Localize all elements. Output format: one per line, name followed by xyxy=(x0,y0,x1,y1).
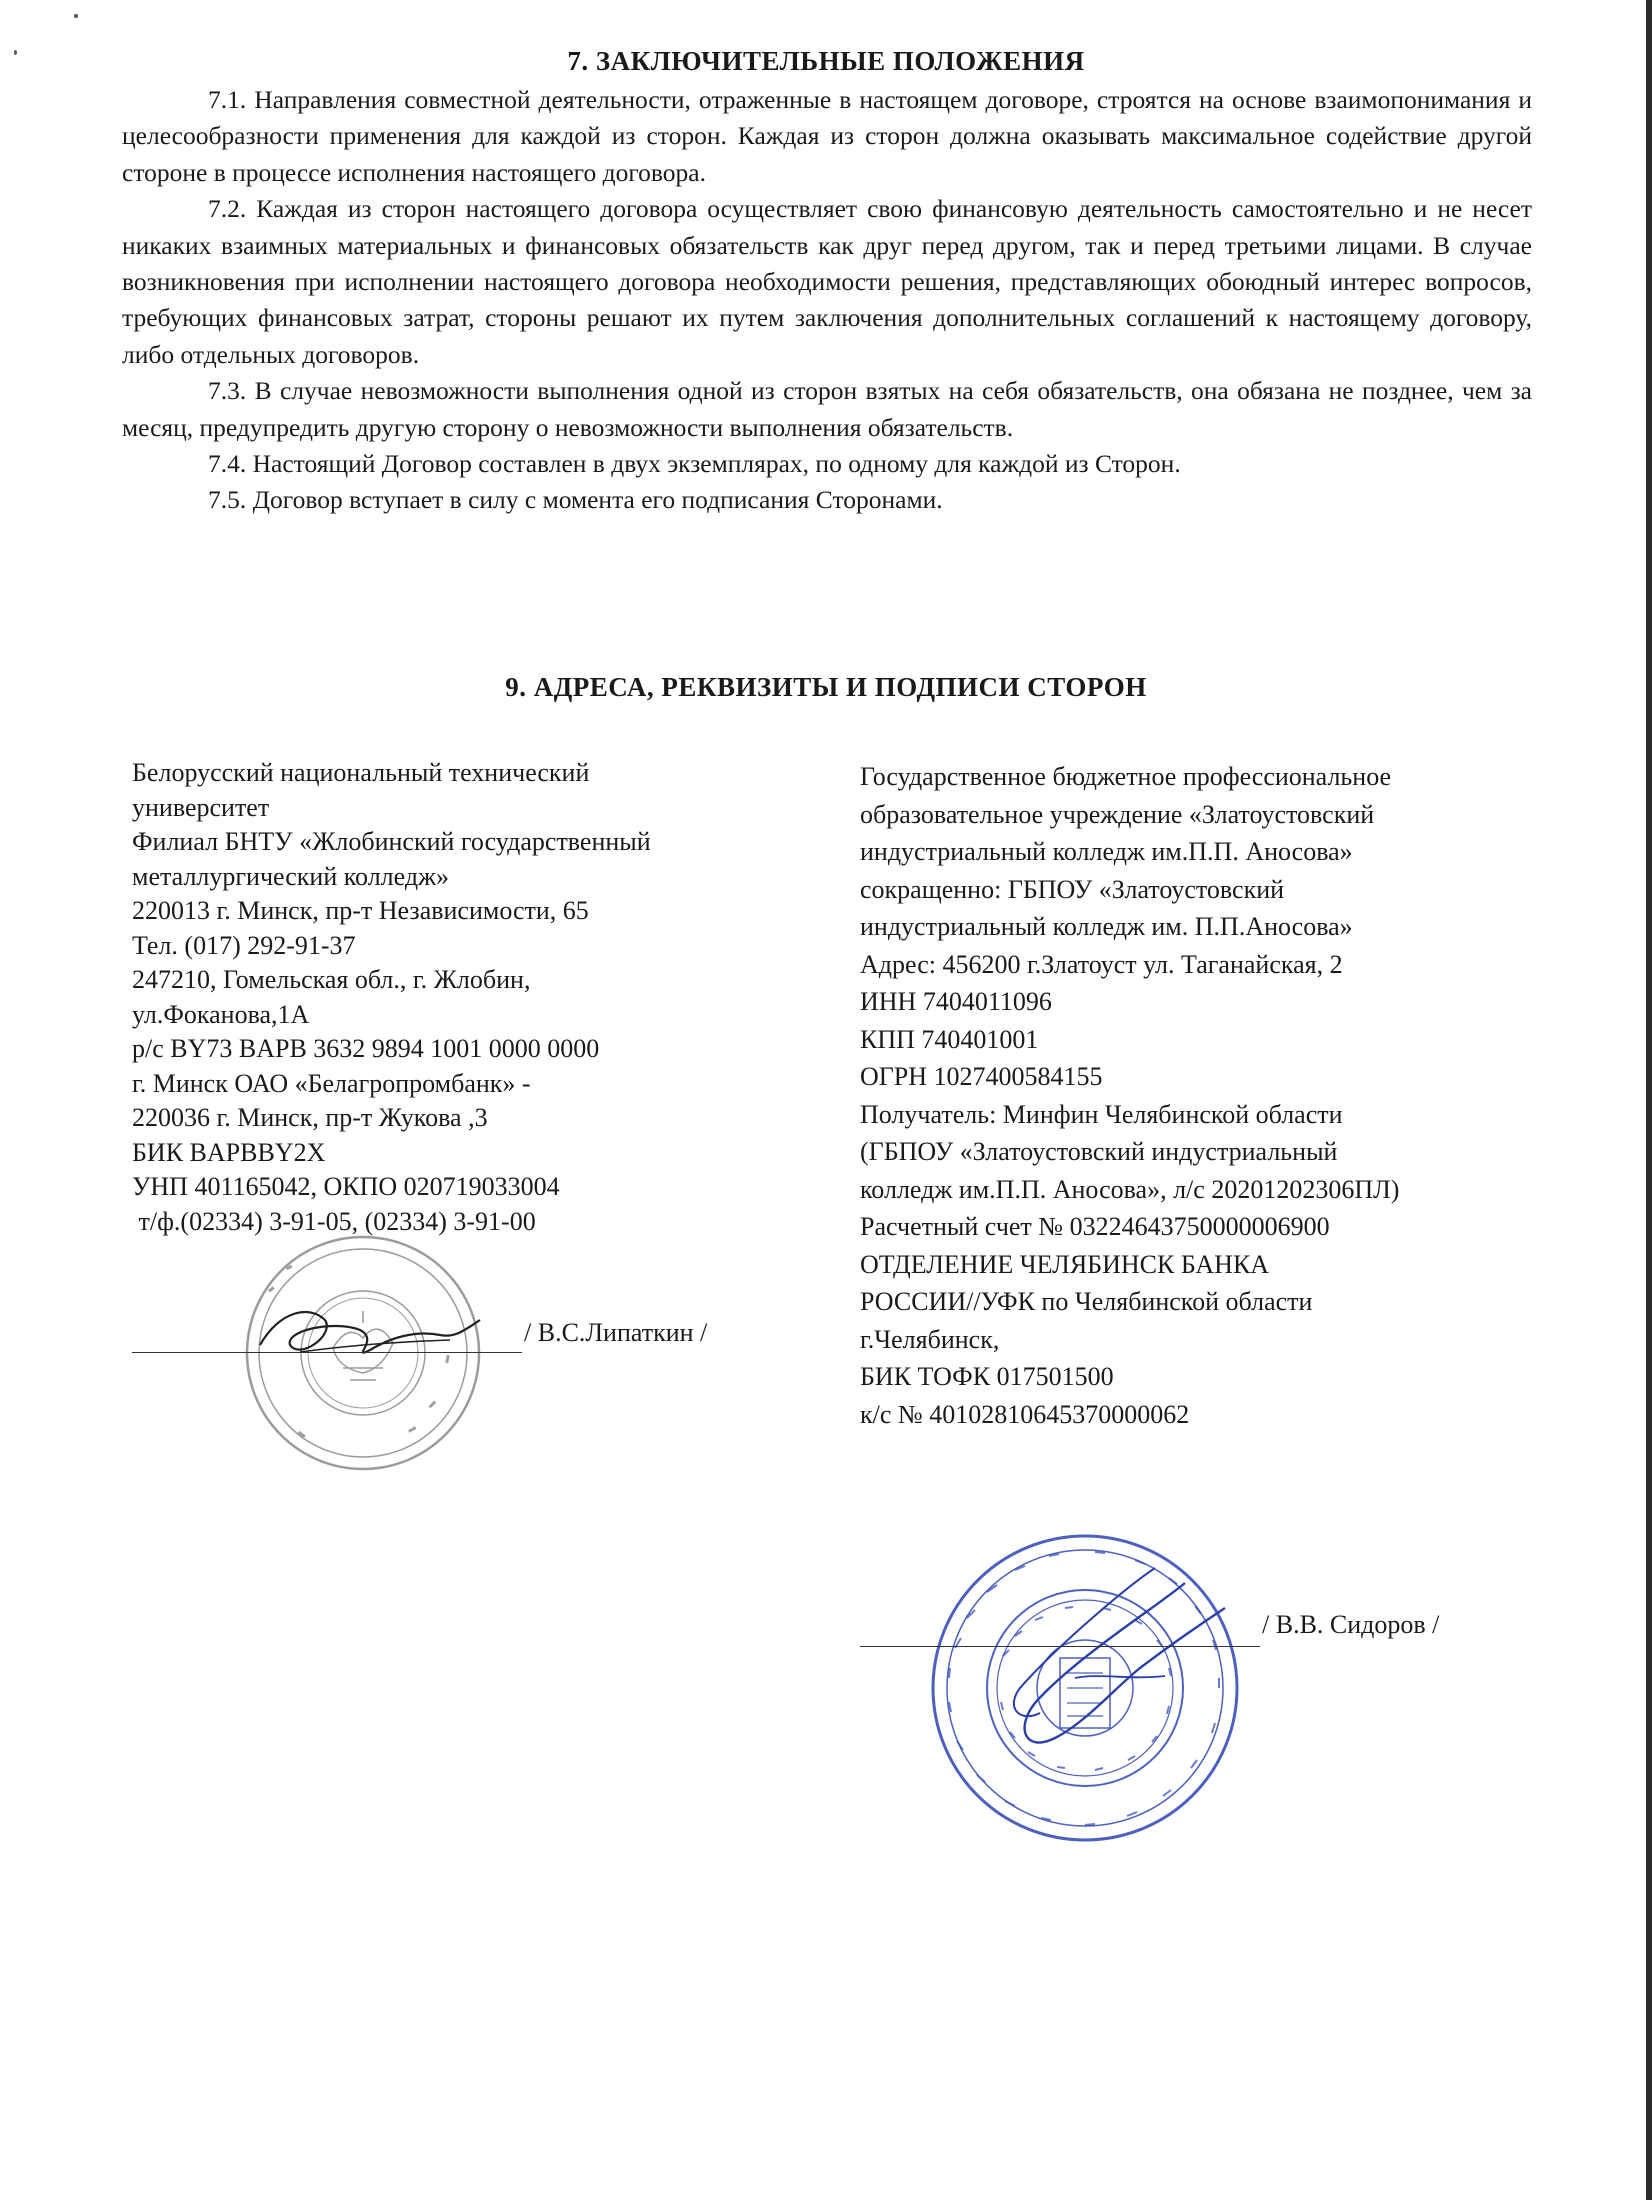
paragraph-7-2: 7.2. Каждая из сторон настоящего договора осуществляет свою финансовую деятельность самостоятельно и не несет никаких взаимных материальных и финансовых обязательств как друг перед другом, так и перед третьими лицами. В случае возникновения при исполнении настоящего договора необходимости решения, представляющих обоюдный интерес вопросов, требующих финансовых затрат, стороны решают их путем заключения дополнительных соглашений к настоящему договору, либо отдельных договоров. xyxy=(122,194,1532,369)
left-party-line: Белорусский национальный технический xyxy=(132,758,590,787)
right-party-requisites xyxy=(860,758,1580,1433)
right-party-line: г.Челябинск, xyxy=(860,1324,1000,1354)
right-party-line: сокращенно: ГБПОУ «Златоустовский xyxy=(860,874,1285,904)
right-organization-stamp xyxy=(925,1528,1245,1848)
left-party-line: Филиал БНТУ «Жлобинский государственный xyxy=(132,827,651,856)
section-7-body xyxy=(122,82,1532,519)
right-party-line: КПП 740401001 xyxy=(860,1024,1039,1054)
left-party-line: БИК BAPBBY2X xyxy=(132,1137,326,1167)
left-party-requisites xyxy=(132,756,822,1239)
right-party-line: образовательное учреждение «Златоустовский xyxy=(860,799,1375,829)
scan-edge-shadow xyxy=(1646,0,1652,2200)
left-party-line: 220013 г. Минск, пр-т Независимости, 65 xyxy=(132,896,589,925)
right-party-line: индустриальный колледж им.П.П. Аносова» xyxy=(860,837,1353,866)
right-party-line: Получатель: Минфин Челябинской области xyxy=(860,1099,1343,1129)
paragraph-7-4: 7.4. Настоящий Договор составлен в двух экземплярах, по одному для каждой из Сторон. xyxy=(208,449,1181,479)
right-party-line: Адрес: 456200 г.Златоуст ул. Таганайская, 2 xyxy=(860,949,1343,979)
paragraph-7-3: 7.3. В случае невозможности выполнения одной из сторон взятых на себя обязательств, она обязана не позднее, чем за месяц, предупредить другую сторону о невозможности выполнения обязательств. xyxy=(122,376,1532,442)
paragraph-7-5: 7.5. Договор вступает в силу с момента его подписания Сторонами. xyxy=(208,485,943,515)
right-party-line: Государственное бюджетное профессиональное xyxy=(860,762,1392,791)
left-party-line: т/ф.(02334) 3-91-05, (02334) 3-91-00 xyxy=(132,1206,536,1236)
right-party-line: БИК ТОФК 017501500 xyxy=(860,1362,1114,1391)
right-party-line: ОТДЕЛЕНИЕ ЧЕЛЯБИНСК БАНКА xyxy=(860,1249,1270,1279)
right-signature-line xyxy=(860,1646,1260,1647)
right-party-line: индустриальный колледж им. П.П.Аносова» xyxy=(860,912,1353,941)
right-party-line: РОССИИ//УФК по Челябинской области xyxy=(860,1287,1313,1316)
left-party-line: Тел. (017) 292-91-37 xyxy=(132,930,356,960)
left-party-line: ул.Фоканова,1А xyxy=(132,999,310,1029)
left-signatory-name: / В.С.Липаткин / xyxy=(524,1318,708,1347)
section-9-title: 9. АДРЕСА, РЕКВИЗИТЫ И ПОДПИСИ СТОРОН xyxy=(505,672,1147,702)
right-party-line: (ГБПОУ «Златоустовский индустриальный xyxy=(860,1137,1338,1166)
left-party-line: г. Минск ОАО «Белагропромбанк» - xyxy=(132,1068,531,1098)
section-7-title: 7. ЗАКЛЮЧИТЕЛЬНЫЕ ПОЛОЖЕНИЯ xyxy=(567,46,1085,76)
left-party-line: р/с BY73 BAPB 3632 9894 1001 0000 0000 xyxy=(132,1034,600,1063)
right-party-line: Расчетный счет № 03224643750000006900 xyxy=(860,1212,1330,1241)
right-signatory-name: / В.В. Сидоров / xyxy=(1262,1610,1440,1639)
right-party-line: ИНН 7404011096 xyxy=(860,987,1052,1016)
left-party-line: металлургический колледж» xyxy=(132,861,450,891)
left-signature-line xyxy=(132,1352,522,1353)
right-party-line: ОГРН 1027400584155 xyxy=(860,1062,1103,1091)
right-party-line: к/с № 40102810645370000062 xyxy=(860,1399,1190,1429)
left-party-line: университет xyxy=(132,792,270,822)
left-party-line: УНП 401165042, ОКПО 020719033004 xyxy=(132,1172,560,1201)
scan-speck xyxy=(74,14,78,18)
left-party-line: 247210, Гомельская обл., г. Жлобин, xyxy=(132,965,531,994)
right-party-line: колледж им.П.П. Аносова», л/с 20201202306ПЛ) xyxy=(860,1174,1400,1204)
paragraph-7-1: 7.1. Направления совместной деятельности, отраженные в настоящем договоре, строятся на основе взаимопонимания и целесообразности применения для каждой из сторон. Каждая из сторон должна оказывать максимальное содействие другой стороне в процессе исполнения настоящего договора. xyxy=(122,85,1532,187)
left-party-line: 220036 г. Минск, пр-т Жукова ,3 xyxy=(132,1103,488,1132)
left-signature xyxy=(240,1290,490,1380)
